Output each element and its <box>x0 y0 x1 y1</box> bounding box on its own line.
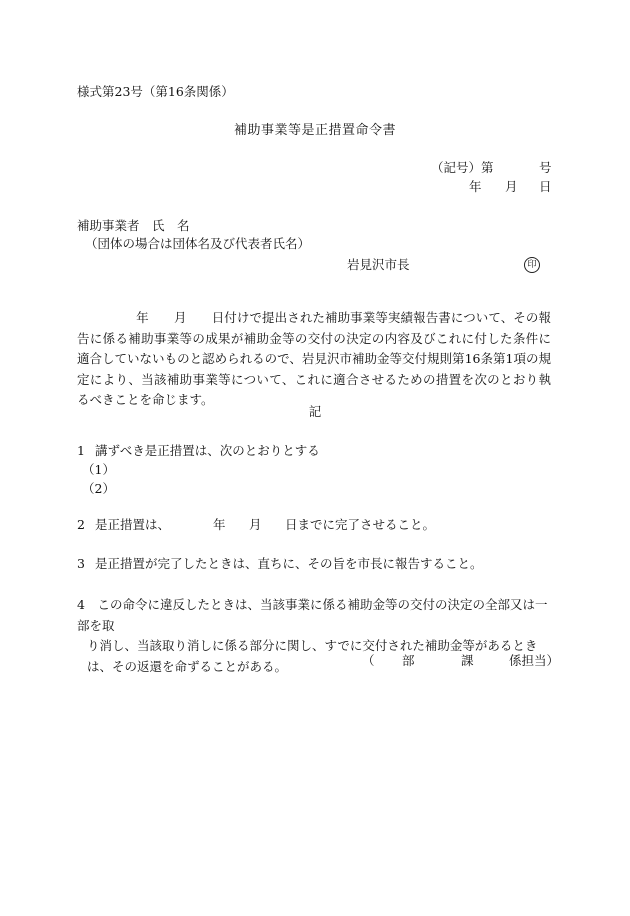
item1-number: 1 <box>77 443 85 458</box>
item4-text-first: この命令に違反したときは、当該事業に係る補助金等の交付の決定の全部又は一部を取 <box>77 597 548 633</box>
item4 <box>77 595 551 677</box>
item3-number: 3 <box>77 556 85 571</box>
item3-text: 是正措置が完了したときは、直ちに、その旨を市長に報告すること。 <box>95 556 483 571</box>
seal-mark: 印 <box>524 257 540 273</box>
sub-item-1: （1） <box>82 462 115 477</box>
form-number: 様式第23号（第16条関係） <box>77 84 234 99</box>
item4-number: 4 <box>77 597 85 612</box>
date-year: 年 <box>469 179 482 194</box>
ref-dai: 第 <box>481 160 494 175</box>
item2-text-b: 日までに完了させること。 <box>285 517 436 532</box>
contact-bu: 部 <box>402 653 415 668</box>
issuer-seal <box>524 256 540 273</box>
date-day: 日 <box>539 179 552 194</box>
item4-text-rest: り消し、当該取り消しに係る部分に関し、すでに交付された補助金等があるときは、その返還を命ずることがある。 <box>87 638 538 674</box>
item2-number: 2 <box>77 517 85 532</box>
contact-kakari: 係担当） <box>509 653 560 668</box>
ki-heading: 記 <box>308 404 322 419</box>
ref-go: 号 <box>539 160 552 175</box>
item2-month: 月 <box>249 517 262 532</box>
item2-year: 年 <box>213 517 226 532</box>
recipient-note: （団体の場合は団体名及び代表者氏名） <box>85 236 311 251</box>
issuer-name: 岩見沢市長 <box>347 257 410 272</box>
recipient-label: 補助事業者 氏 名 <box>77 218 190 233</box>
item2-text-a: 是正措置は、 <box>95 517 171 532</box>
body-paragraph: 年 月 日付けで提出された補助事業等実績報告書について、その報告に係る補助事業等の成果が補助金等の交付の決定の内容及びこれに付した条件に適合していないものと認められるので、岩見沢市補助金等交付規則第16条第1項の規定により、当該補助事業等について、これに適合させるための措置を次のとおり執るべきことを命じます。 <box>77 310 551 407</box>
sub-item-2: （2） <box>82 481 115 496</box>
contact-ka: 課 <box>461 653 474 668</box>
contact-open: （ <box>362 653 375 668</box>
date-month: 月 <box>505 179 518 194</box>
document-title: 補助事業等是正措置命令書 <box>233 123 396 138</box>
ref-label: （記号） <box>431 160 482 175</box>
item1-text: 講ずべき是正措置は、次のとおりとする <box>95 443 320 458</box>
